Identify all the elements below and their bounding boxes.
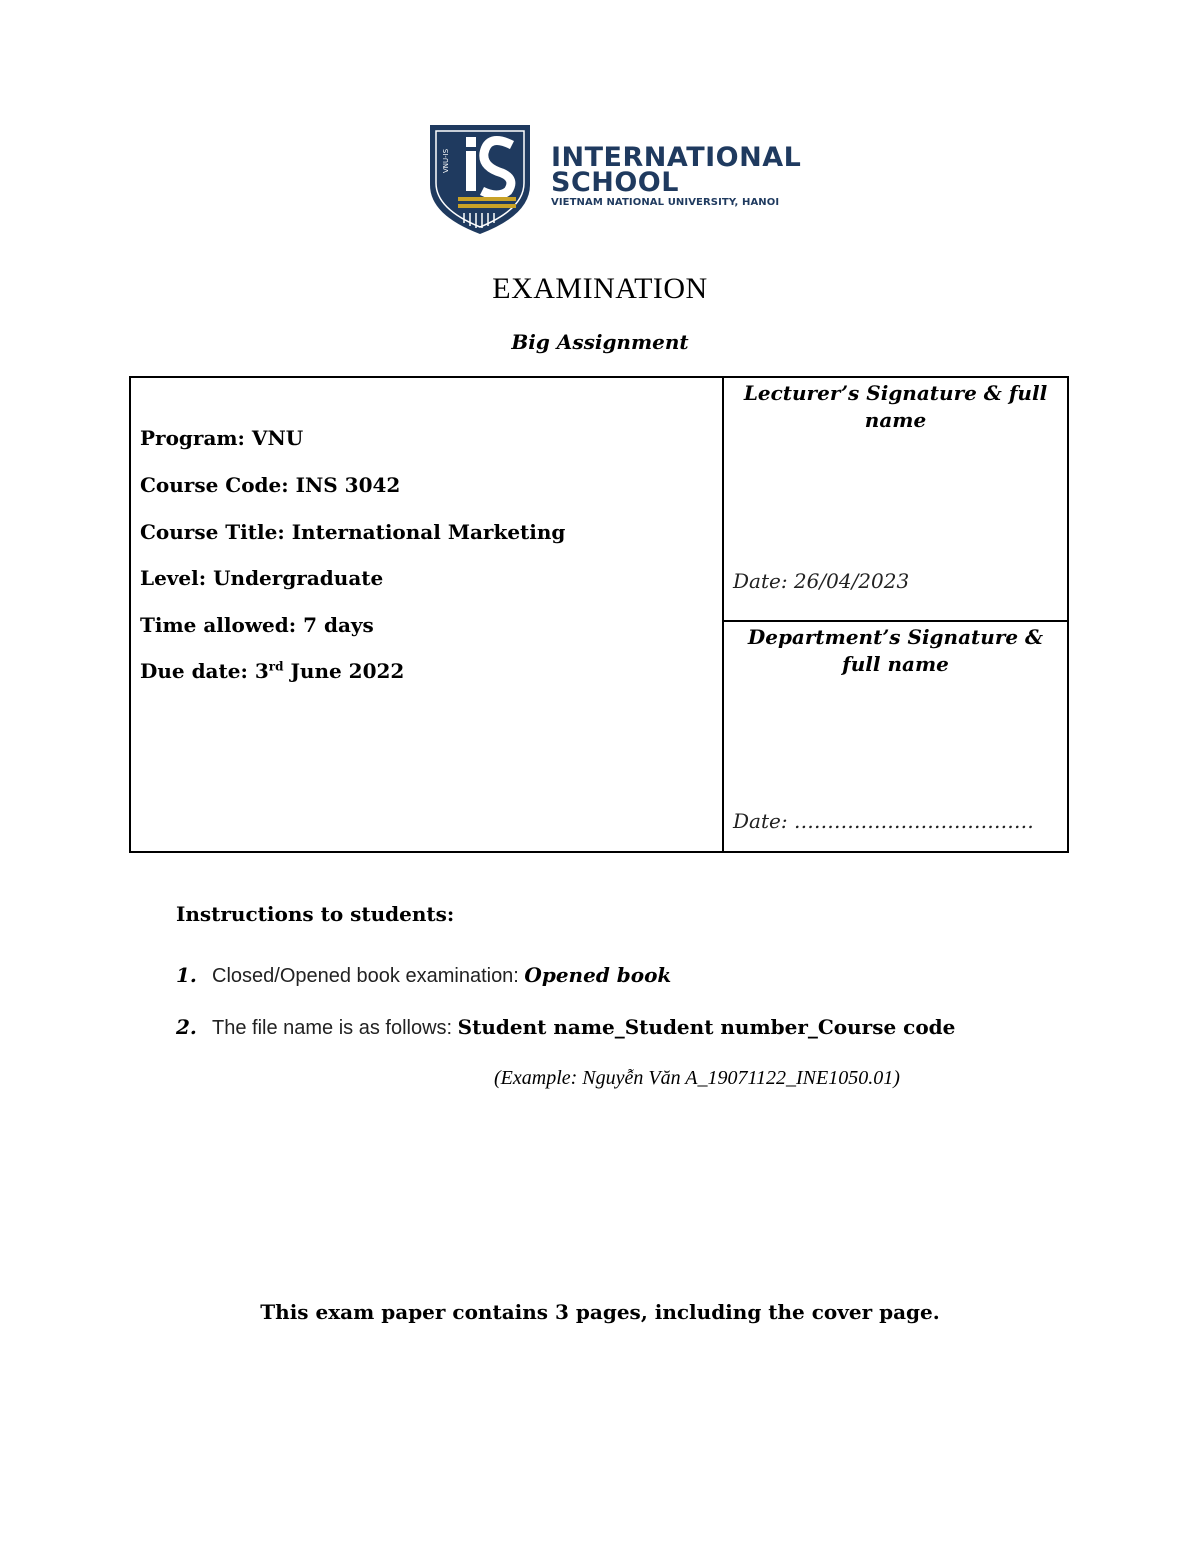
course-code-field — [140, 473, 400, 497]
due-date-suffix: rd — [268, 659, 284, 674]
instruction-text: Closed/Opened book examination: — [212, 965, 525, 987]
course-details-cell — [131, 378, 724, 851]
course-code-value: INS 3042 — [295, 473, 401, 497]
logo-line-international: INTERNATIONAL — [551, 142, 802, 173]
logo-line-university: VIETNAM NATIONAL UNIVERSITY, HANOI — [551, 197, 780, 208]
logo-wordmark — [551, 142, 802, 208]
school-crest-icon — [428, 123, 532, 236]
course-code-label: Course Code: — [140, 473, 289, 497]
level-label: Level: — [140, 566, 207, 590]
file-name-example: (Example: Nguyễn Văn A_19071122_INE1050.01) — [494, 1067, 900, 1089]
instruction-number: 1. — [176, 963, 197, 987]
lecturer-date: Date: 26/04/2023 — [733, 569, 910, 593]
instruction-emphasis: Student name_Student number_Course code — [457, 1015, 956, 1039]
lecturer-signature-heading: Lecturer’s Signature & full name — [743, 381, 1048, 432]
instruction-number: 2. — [176, 1015, 197, 1039]
due-date-day: 3 — [254, 659, 269, 683]
signature-column — [724, 378, 1067, 851]
due-date-field — [140, 659, 404, 683]
instruction-item — [176, 1015, 955, 1040]
time-allowed-field — [140, 613, 374, 637]
page-title: EXAMINATION — [492, 272, 708, 305]
logo-line-school: SCHOOL — [551, 167, 679, 198]
instruction-emphasis: Opened book — [524, 963, 672, 987]
level-field — [140, 566, 383, 590]
program-field — [140, 426, 303, 450]
time-allowed-label: Time allowed: — [140, 613, 297, 637]
due-date-rest: June 2022 — [290, 659, 405, 683]
page-count-note: This exam paper contains 3 pages, including the cover page. — [260, 1300, 940, 1324]
instruction-text: The file name is as follows: — [212, 1017, 458, 1039]
program-value: VNU — [251, 426, 304, 450]
exam-info-table — [129, 376, 1069, 853]
school-logo — [428, 123, 802, 238]
instruction-item — [176, 963, 671, 988]
department-signature-heading: Department’s Signature & full name — [747, 625, 1044, 676]
department-date: Date: ……………………………… — [733, 809, 1034, 833]
instructions-heading: Instructions to students: — [176, 902, 455, 926]
lecturer-signature-cell — [724, 378, 1067, 622]
page-subtitle: Big Assignment — [511, 330, 689, 354]
department-signature-cell — [724, 622, 1067, 851]
program-label: Program: — [140, 426, 245, 450]
course-title-value: International Marketing — [291, 520, 566, 544]
course-title-field — [140, 520, 565, 544]
time-allowed-value: 7 days — [303, 613, 374, 637]
crest-vertical-text: VNU-IS — [442, 148, 450, 173]
course-title-label: Course Title: — [140, 520, 285, 544]
due-date-label: Due date: — [140, 659, 248, 683]
level-value: Undergraduate — [213, 566, 384, 590]
